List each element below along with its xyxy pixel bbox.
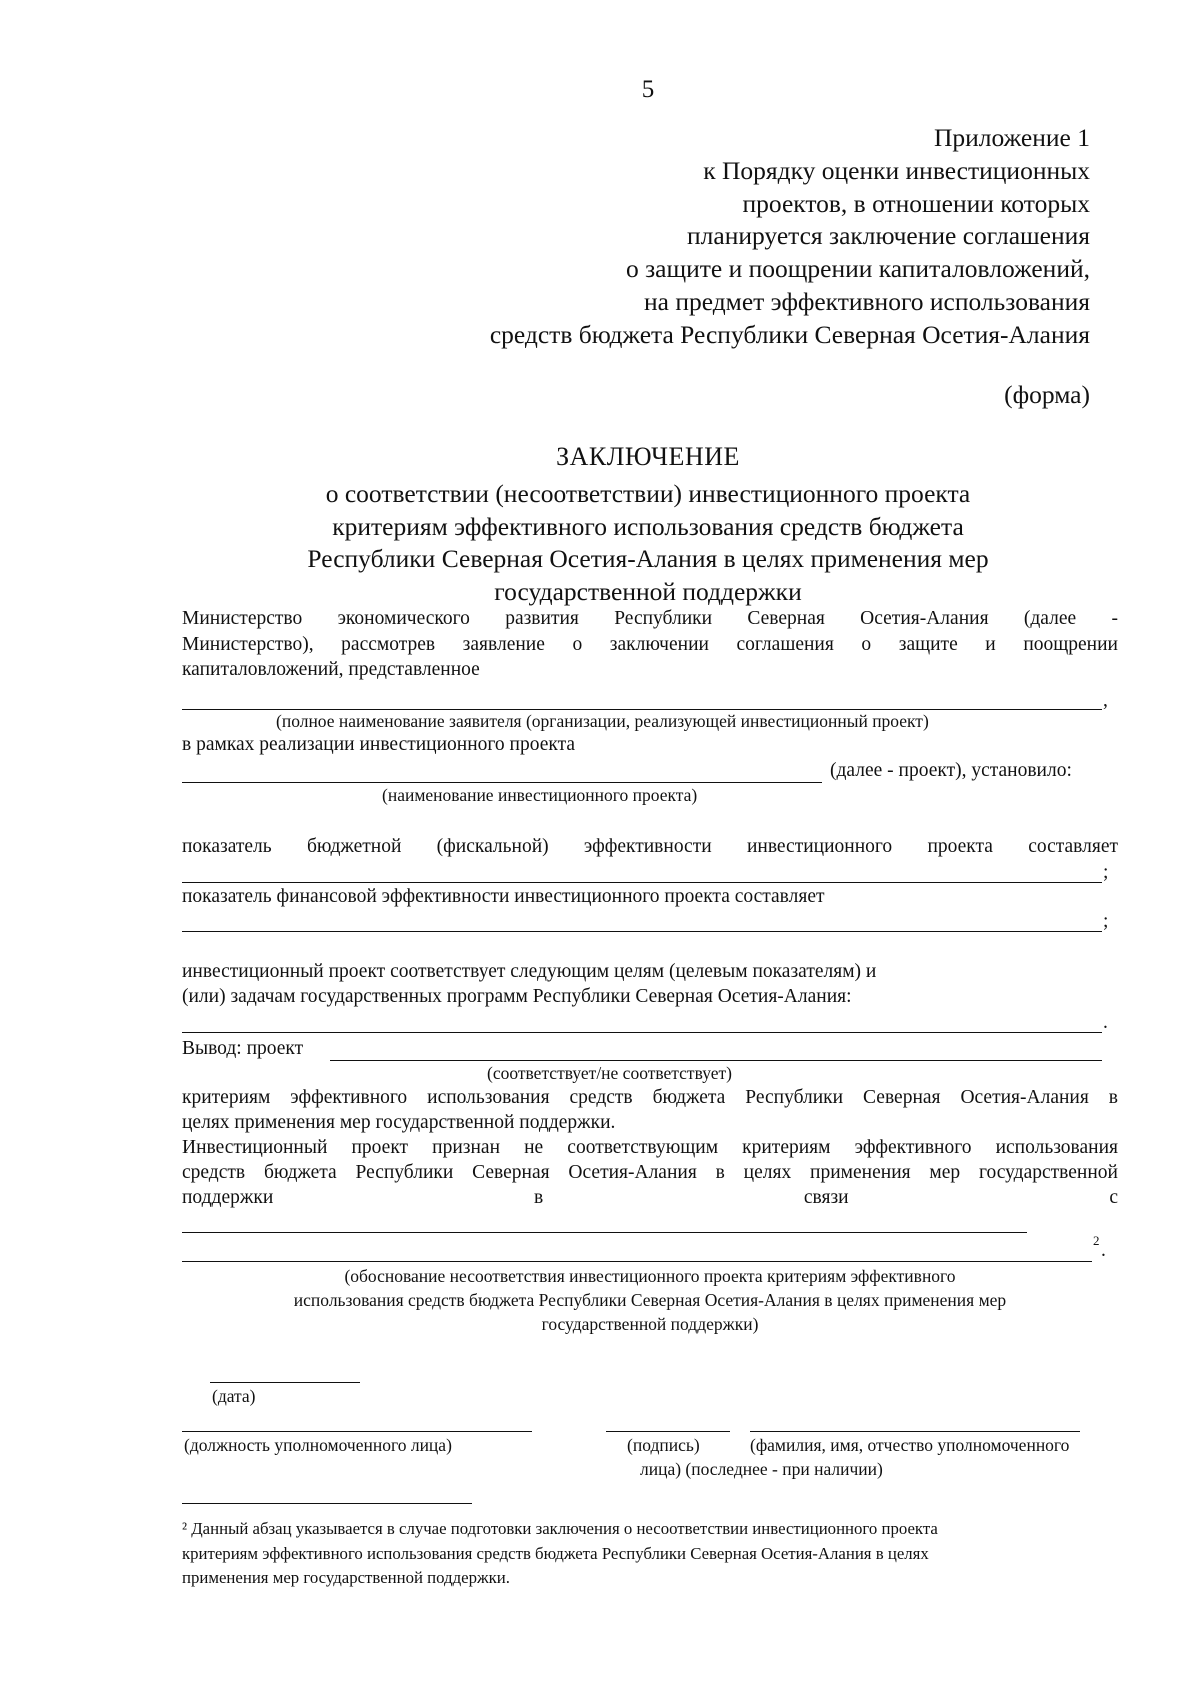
name-caption-line: лица) (последнее - при наличии): [640, 1459, 883, 1479]
intro-line: капиталовложений, представленное: [182, 659, 480, 680]
appendix-line: Приложение 1: [934, 123, 1090, 152]
subtitle-line: о соответствии (несоответствии) инвестиционного проекта: [325, 479, 971, 508]
footnote-line: ² Данный абзац указывается в случае подготовки заключения о несоответствии инвестиционного проекта: [182, 1519, 938, 1538]
financial-efficiency-line: показатель финансовой эффективности инвестиционного проекта составляет: [182, 886, 825, 907]
intro-line: Министерство экономического развития Республики Северная Осетия-Алания (далее -: [182, 608, 1118, 629]
name-caption-line: (фамилия, имя, отчество уполномоченного: [750, 1435, 1070, 1455]
applicant-input-line[interactable]: [182, 709, 1102, 710]
noncompliance-line: средств бюджета Республики Северная Осетия-Алания в целях применения мер государственной: [182, 1162, 1118, 1183]
appendix-line: о защите и поощрении капиталовложений,: [625, 254, 1090, 284]
goals-input-line[interactable]: [182, 1032, 1102, 1033]
subtitle-line: государственной поддержки: [494, 576, 802, 606]
criteria-line: целях применения мер государственной поддержки.: [182, 1112, 616, 1133]
intro-line: Министерство), рассмотрев заявление о заключении соглашения о защите и поощрении: [182, 634, 1118, 655]
subtitle-line: Республики Северная Осетия-Алания в целях применения мер: [307, 544, 989, 573]
project-name-input-line[interactable]: [182, 782, 822, 783]
justification-caption-line: (обоснование несоответствия инвестиционного проекта критериям эффективного: [344, 1266, 956, 1286]
period-mark: .: [1101, 1240, 1106, 1261]
footnote-line: применения мер государственной поддержки.: [182, 1568, 510, 1587]
date-caption: (дата): [212, 1386, 256, 1406]
footnote: [182, 1517, 938, 1591]
appendix-line: проектов, в отношении которых: [742, 188, 1090, 218]
project-suffix: (далее - проект), установило:: [830, 760, 1072, 781]
appendix-line: на предмет эффективного использования: [643, 286, 1090, 316]
goals-line: инвестиционный проект соответствует следующим целям (целевым показателям) и: [182, 961, 877, 982]
full-name-input-line[interactable]: [750, 1431, 1080, 1432]
position-caption: (должность уполномоченного лица): [184, 1435, 452, 1455]
justification-caption-line: использования средств бюджета Республики Северная Осетия-Алания в целях применения мер: [293, 1290, 1007, 1310]
footnote-separator: [182, 1503, 472, 1504]
position-input-line[interactable]: [182, 1431, 532, 1432]
semicolon-mark: ;: [1103, 862, 1109, 883]
signature-input-line[interactable]: [606, 1431, 730, 1432]
justification-input-line[interactable]: [182, 1261, 1092, 1262]
comma-mark: ,: [1103, 690, 1108, 711]
budget-efficiency-line: показатель бюджетной (фискальной) эффективности инвестиционного проекта составляет: [182, 836, 1118, 857]
footnote-line: критериям эффективного использования средств бюджета Республики Северная Осетия-Алания в целях: [182, 1543, 929, 1563]
appendix-line: к Порядку оценки инвестиционных: [703, 155, 1090, 185]
form-label: (форма): [1004, 380, 1090, 409]
appendix-line: средств бюджета Республики Северная Осетия-Алания: [489, 319, 1090, 349]
project-intro: в рамках реализации инвестиционного проекта: [182, 734, 576, 755]
date-input-line[interactable]: [210, 1382, 360, 1383]
subtitle-line: критериям эффективного использования средств бюджета: [332, 511, 964, 541]
financial-efficiency-input-line[interactable]: [182, 931, 1102, 932]
criteria-line: критериям эффективного использования средств бюджета Республики Северная Осетия-Алания в: [182, 1087, 1118, 1108]
appendix-header: [490, 122, 1090, 352]
conclusion-caption: (соответствует/не соответствует): [487, 1063, 732, 1083]
footnote-mark: 2: [1093, 1233, 1100, 1248]
conclusion-label: Вывод: проект: [182, 1038, 304, 1059]
document-title: ЗАКЛЮЧЕНИЕ: [556, 442, 740, 471]
justification-input-line[interactable]: [182, 1232, 1027, 1233]
justification-caption: [182, 1264, 1118, 1336]
conclusion-input-line[interactable]: [330, 1060, 1102, 1061]
signature-caption: (подпись): [627, 1435, 700, 1455]
noncompliance-line: поддержки в связи с: [182, 1187, 1118, 1208]
justification-caption-line: государственной поддержки): [541, 1314, 759, 1334]
page-number: 5: [641, 76, 655, 103]
semicolon-mark: ;: [1103, 911, 1109, 932]
applicant-caption: (полное наименование заявителя (организации, реализующей инвестиционный проект): [276, 711, 929, 731]
project-caption: (наименование инвестиционного проекта): [382, 785, 698, 805]
noncompliance-line: Инвестиционный проект признан не соответствующим критериям эффективного использования: [182, 1137, 1118, 1158]
document-subtitle: [0, 478, 1200, 608]
appendix-line: планируется заключение соглашения: [687, 221, 1090, 251]
goals-line: (или) задачам государственных программ Республики Северная Осетия-Алания:: [182, 986, 852, 1007]
budget-efficiency-input-line[interactable]: [182, 882, 1102, 883]
period-mark: .: [1103, 1012, 1108, 1033]
